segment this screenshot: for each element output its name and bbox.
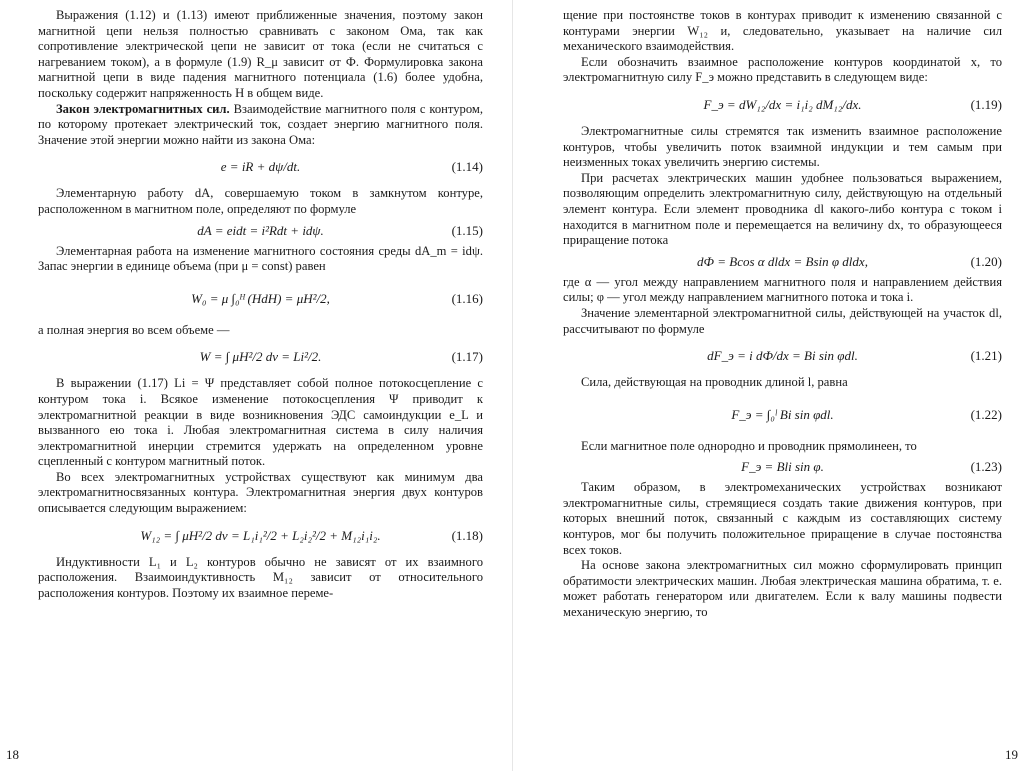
paragraph: а полная энергия во всем объеме — <box>38 322 230 337</box>
equation-number: (1.16) <box>451 290 483 306</box>
equation-number: (1.21) <box>970 348 1002 364</box>
equation-number: (1.22) <box>970 406 1002 422</box>
paragraph <box>38 102 483 149</box>
equation-number: (1.18) <box>451 527 483 543</box>
paragraph: Индуктивности L₁ и L₂ контуров обычно не зависят от их взаимного расположения. Взаимоиндуктивность M₁₂ зависит от относительного расположения контуров. Поэтому их взаимное переме- <box>38 554 483 600</box>
right-page <box>513 0 1026 771</box>
equation-expression: F_э = dW₁₂/dx = i₁i₂ dM₁₂/dx. <box>703 96 862 112</box>
paragraph-text: Взаимодействие магнитного поля с контуром, по которому протекает электрический ток, создает энергию магнитного поля. Значение этой энергии можно найти из закона Ома: <box>38 101 483 147</box>
equation-1-16 <box>38 277 483 321</box>
equation-expression: W₀ = μ ∫₀ᴴ (HdH) = μH²/2, <box>191 290 330 306</box>
equation-expression: dF_э = i dФ/dx = Bi sin φdl. <box>707 348 858 364</box>
paragraph: Во всех электромагнитных устройствах существуют как минимум два электромагнитносвязанных контура. Электромагнитная энергия двух контуров описывается следующим выражением: <box>38 469 483 516</box>
equation-number: (1.17) <box>451 349 483 365</box>
paragraph: Выражения (1.12) и (1.13) имеют приближенные значения, поэтому закон магнитной цепи нельзя полностью сравнивать с законом Ома, так как сопротивление электрической цепи не зависит от тока (если не считаться с нагреванием током), а в формуле (1.9) R_μ зависит от Ф. Формулировка закона магнитной цепи в виде падения магнитного потенциала (1.6) более удобна, поскольку содержит напряженность H в общем виде. <box>38 8 483 100</box>
equation-expression: W₁₂ = ∫ μH²/2 dv = L₁i₁²/2 + L₂i₂²/2 + M₁₂i₁i₂. <box>140 527 381 543</box>
equation-1-15 <box>38 220 483 242</box>
equation-1-19 <box>563 88 1002 122</box>
equation-1-17 <box>38 340 483 374</box>
equation-1-14 <box>38 150 483 184</box>
paragraph: Сила, действующая на проводник длиной l, равна <box>581 375 848 390</box>
section-runin-heading: Закон электромагнитных сил. <box>56 101 230 116</box>
equation-expression: e = iR + dψ/dt. <box>220 159 301 175</box>
paragraph: где α — угол между направлением магнитного поля и направлением действия силы; φ — угол между направлением магнитного потока и тока i. <box>563 274 1002 305</box>
equation-number: (1.20) <box>970 253 1002 269</box>
equation-number: (1.14) <box>451 159 483 175</box>
equation-expression: dФ = Bcos α dldx = Bsin φ dldx, <box>697 253 868 269</box>
paragraph: Элементарную работу dA, совершаемую током в замкнутом контуре, расположенном в магнитном поле, определяют по формуле <box>38 186 483 216</box>
equation-1-23 <box>563 456 1002 478</box>
paragraph: Элементарная работа на изменение магнитного состояния среды dA_m = idψ. Запас энергии в единице объема (при μ = const) равен <box>38 243 483 274</box>
equation-number: (1.23) <box>970 459 1002 475</box>
equation-1-20 <box>563 251 1002 273</box>
paragraph: Таким образом, в электромеханических устройствах возникают электромагнитные силы, стремящиеся создать такие движения контуров, при которых внешний поток, связанный с каждым из составляющих систему контуров, мог бы получить положительное приращение в случае постоянства всех токов. <box>563 480 1002 557</box>
equation-expression: W = ∫ μH²/2 dv = Li²/2. <box>199 349 322 365</box>
paragraph: В выражении (1.17) Li = Ψ представляет собой полное потокосцепление с контуром тока i. Всякое изменение потокосцепления Ψ приводит к электромагнитной реакции в виде возникновения ЭДС самоиндукции e_L и вызванного ею тока i. Любая электромагнитная система в силу наличия электромагнитной инерции стремится удержать на определенном уровне сцепленный с контуром магнитный поток. <box>38 376 483 469</box>
paragraph: щение при постоянстве токов в контурах приводит к изменению связанной с контурами энергии W₁₂ и, следовательно, указывает на наличие сил механического взаимодействия. <box>563 8 1002 54</box>
paragraph: Значение элементарной электромагнитной силы, действующей на участок dl, рассчитывают по формуле <box>563 305 1002 336</box>
page-number: 18 <box>6 747 19 762</box>
paragraph: На основе закона электромагнитных сил можно сформулировать принцип обратимости электрических машин. Любая электрическая машина обратима, т. е. может работать генератором или двигателем. Если к валу машины подвести механическую энергию, то <box>563 558 1002 620</box>
equation-1-22 <box>563 393 1002 437</box>
equation-expression: F_э = Bli sin φ. <box>741 459 824 475</box>
equation-expression: dA = eidt = i²Rdt + idψ. <box>197 222 324 238</box>
equation-expression: F_э = ∫₀ˡ Bi sin φdl. <box>731 406 834 422</box>
paragraph: Если обозначить взаимное расположение контуров координатой x, то электромагнитную силу F_э можно представить в следующем виде: <box>563 54 1002 85</box>
equation-1-18 <box>38 519 483 553</box>
equation-1-21 <box>563 339 1002 373</box>
paragraph: Если магнитное поле однородно и проводник прямолинеен, то <box>581 438 917 453</box>
equation-number: (1.19) <box>970 96 1002 112</box>
equation-number: (1.15) <box>451 222 483 238</box>
paragraph: При расчетах электрических машин удобнее пользоваться выражением, позволяющим определить электромагнитную силу, действующую на отдельный элемент контура. Если элемент проводника dl какого-либо контура с током i находится в магнитном поле и перемещается на величину dx, то образующееся приращение потока <box>563 170 1002 248</box>
paragraph: Электромагнитные силы стремятся так изменить взаимное расположение контуров, чтобы увеличить поток взаимной индукции и тем самым при неизменных токах увеличить энергию системы. <box>563 123 1002 170</box>
page-number: 19 <box>1005 747 1018 762</box>
